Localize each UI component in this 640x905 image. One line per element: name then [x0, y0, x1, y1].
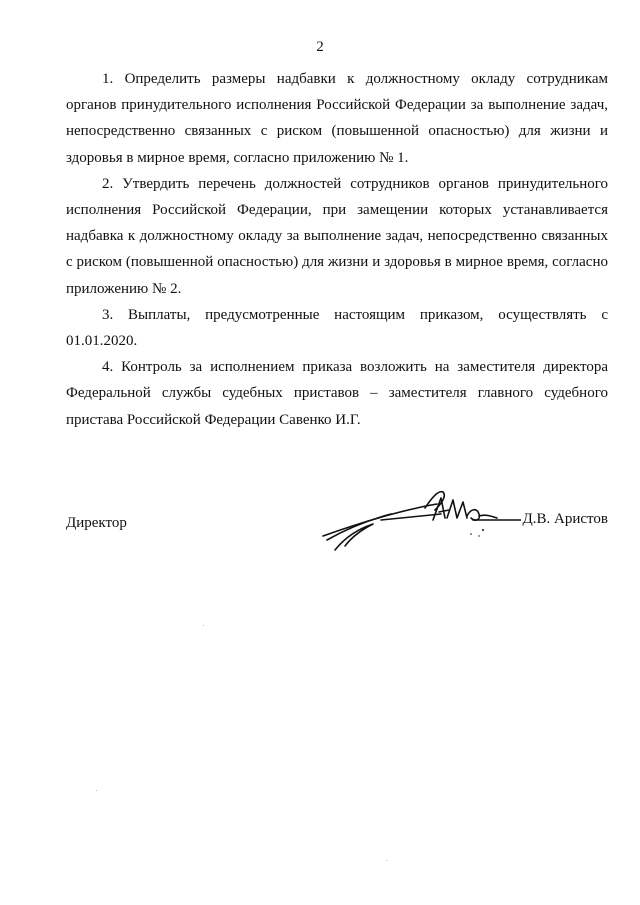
scan-speck [203, 625, 204, 626]
scan-speck [386, 860, 387, 861]
handwritten-signature-icon [321, 490, 521, 552]
signature-block [66, 498, 608, 558]
paragraph-4: 4. Контроль за исполнением приказа возложить на заместителя директора Федеральной службы судебных приставов – заместителя главного судебного пристава Российской Федерации Савенко И.Г. [66, 359, 608, 428]
signatory-name: Д.В. Аристов [522, 511, 608, 527]
page-number: 2 [316, 39, 324, 55]
order-body [66, 66, 608, 433]
signatory-title: Директор [66, 515, 127, 531]
paragraph-3: 3. Выплаты, предусмотренные настоящим приказом, осуществлять с 01.01.2020. [66, 306, 608, 350]
scan-speck [96, 790, 97, 791]
paragraph-1: 1. Определить размеры надбавки к должностному окладу сотрудникам органов принудительного исполнения Российской Федерации за выполнение задач, непосредственно связанных с риском (повышенной опасностью) для жизни и здоровья в мирное время, согласно приложению № 1. [66, 71, 608, 166]
paragraph-2: 2. Утвердить перечень должностей сотрудников органов принудительного исполнения Российской Федерации, при замещении которых устанавливается надбавка к должностному окладу за выполнение задач, непосредственно связанных с риском (повышенной опасностью) для жизни и здоровья в мирное время, согласно приложению № 2. [66, 175, 608, 297]
